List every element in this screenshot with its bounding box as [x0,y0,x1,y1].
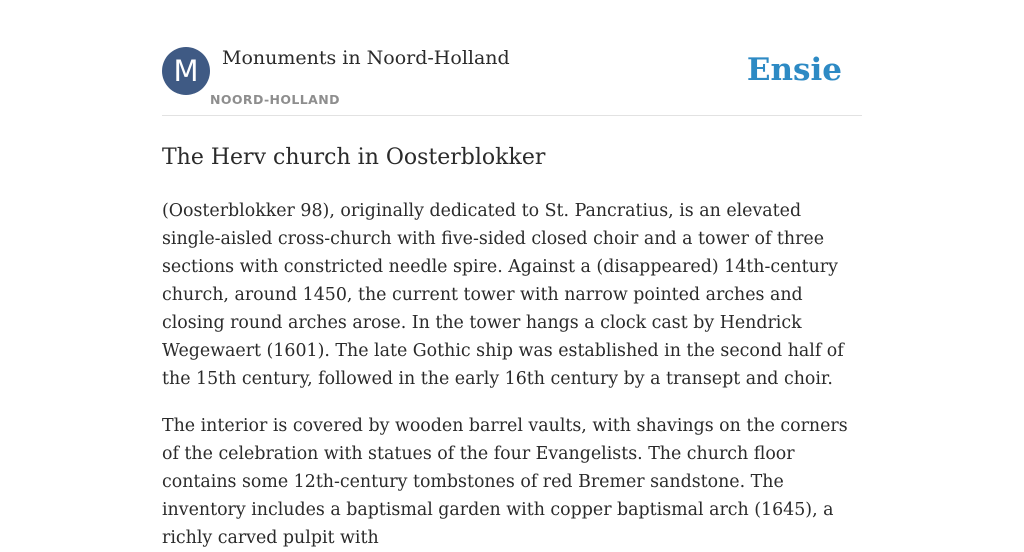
article-title: The Herv church in Oosterblokker [162,145,546,170]
category-label[interactable]: NOORD-HOLLAND [210,92,340,107]
avatar[interactable]: M [162,47,210,95]
article-paragraph-2: The interior is covered by wooden barrel vaults, with shavings on the corners of the celebration with statues of the four Evangelists. The church floor contains some 12th-century tombstones of red Bremer sandstone. The inventory includes a baptismal garden with copper baptismal arch (1645), a richly carved pulpit with [162,416,848,548]
collection-header [162,0,862,116]
article-paragraph-1: (Oosterblokker 98), originally dedicated to St. Pancratius, is an elevated single-aisled cross-church with five-sided closed choir and a tower of three sections with constricted needle spire. Against a (disappeared) 14th-century church, around 1450, the current tower with narrow pointed arches and closing round arches arose. In the tower hangs a clock cast by Hendrick Wegewaert (1601). The late Gothic ship was established in the second half of the 15th century, followed in the early 16th century by a transept and choir. [162,201,844,389]
ensie-logo[interactable]: Ensie [746,52,842,88]
collection-title[interactable]: Monuments in Noord-Holland [222,47,510,69]
content-column [162,0,862,552]
